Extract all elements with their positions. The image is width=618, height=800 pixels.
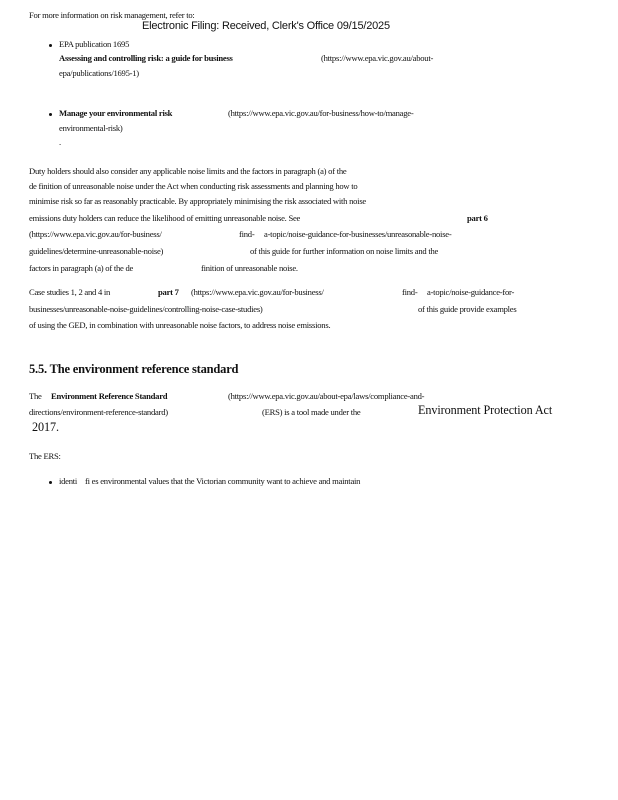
trailing-period: . [59,137,61,147]
para1-line2: de finition of unreasonable noise under the Act when conducting risk assessments and planning how to [29,181,358,191]
act-name: Environment Protection Act [418,403,553,417]
part6-url-topic[interactable]: a-topic/noise-guidance-for-businesses/unreasonable-noise- [264,229,452,239]
para2-line3: of using the GED, in combination with unreasonable noise factors, to address noise emissions. [29,320,331,330]
part7-url-end[interactable]: businesses/unreasonable-noise-guidelines/controlling-noise-case-studies) [29,304,263,314]
bullet-dot [49,113,52,116]
ers-title-link[interactable]: Environment Reference Standard [51,391,168,401]
manage-risk-link[interactable]: Manage your environmental risk [59,108,173,118]
para1-line3: minimise risk so far as reasonably practicable. By appropriately minimising the risk associated with noise [29,196,366,206]
part6-url-find[interactable]: find- [239,229,255,239]
para1-line6: of this guide for further information on noise limits and the [250,246,439,256]
para1-line7b: finition of unreasonable noise. [201,263,298,273]
act-year: 2017. [32,420,59,434]
epa-publication-label: EPA publication 1695 [59,39,130,49]
ers-url[interactable]: (https://www.epa.vic.gov.au/about-epa/laws/compliance-and- [228,391,425,401]
part7-url-find[interactable]: find- [402,287,418,297]
para2-line2: of this guide provide examples [418,304,517,314]
filing-stamp: Electronic Filing: Received, Clerk's Office 09/15/2025 [142,20,390,32]
para1-line7a: factors in paragraph (a) of the de [29,263,134,273]
ers-intro-the: The [29,391,42,401]
part6-url-end[interactable]: guidelines/determine-unreasonable-noise) [29,246,164,256]
part7-link[interactable]: part 7 [158,287,179,297]
manage-risk-url[interactable]: (https://www.epa.vic.gov.au/for-business/how-to/manage- [228,108,414,118]
bullet-identifies-a: identi [59,476,78,486]
part6-link[interactable]: part 6 [467,213,488,223]
ers-label: The ERS: [29,451,61,461]
bullet-dot [49,481,52,484]
part7-url-topic[interactable]: a-topic/noise-guidance-for- [427,287,515,297]
para2-line1: Case studies 1, 2 and 4 in [29,287,111,297]
manage-risk-url-cont[interactable]: environmental-risk) [59,123,123,133]
para1-line4: emissions duty holders can reduce the likelihood of emitting unreasonable noise. See [29,213,301,223]
ers-url-cont[interactable]: directions/environment-reference-standard) [29,407,168,417]
epa-1695-title-link[interactable]: Assessing and controlling risk: a guide for business [59,53,233,63]
intro-text: For more information on risk management, refer to: [29,10,195,20]
part6-url[interactable]: (https://www.epa.vic.gov.au/for-business/ [29,229,162,239]
epa-1695-url[interactable]: (https://www.epa.vic.gov.au/about- [321,53,434,63]
bullet-identifies-b: fi es environmental values that the Victorian community want to achieve and maintain [85,476,361,486]
bullet-dot [49,44,52,47]
epa-1695-url-cont[interactable]: epa/publications/1695-1) [59,68,139,78]
ers-tool-text: (ERS) is a tool made under the [262,407,361,417]
part7-url[interactable]: (https://www.epa.vic.gov.au/for-business/ [191,287,324,297]
para1-line1: Duty holders should also consider any applicable noise limits and the factors in paragraph (a) of the [29,166,347,176]
section-heading: 5.5. The environment reference standard [29,362,239,376]
